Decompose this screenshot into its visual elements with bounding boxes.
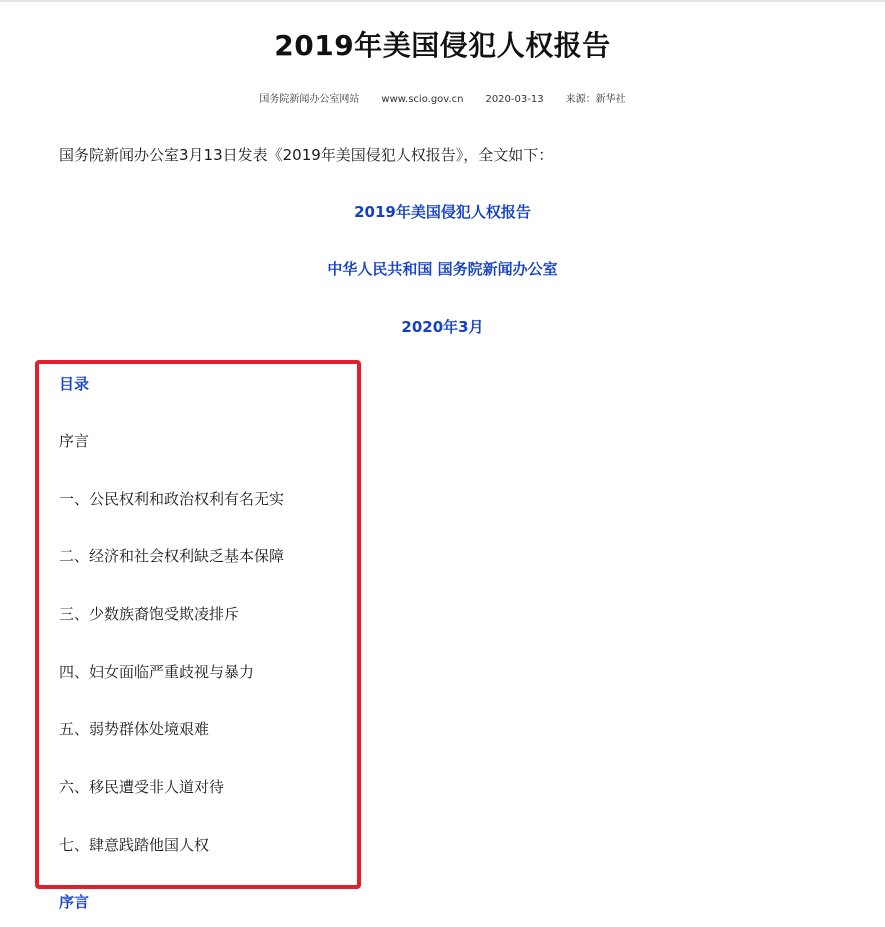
- article-meta: [0, 93, 885, 107]
- report-issuer: 中华人民共和国 国务院新闻办公室: [327, 260, 558, 278]
- toc-heading: 目录: [59, 375, 90, 393]
- top-border: [0, 0, 885, 2]
- toc-item-preface[interactable]: 序言: [59, 432, 90, 450]
- report-name: 2019年美国侵犯人权报告: [354, 203, 531, 221]
- preface-heading: 序言: [59, 893, 90, 911]
- meta-site: 国务院新闻办公室网站: [259, 94, 360, 105]
- intro-paragraph: 国务院新闻办公室3月13日发表《2019年美国侵犯人权报告》，全文如下：: [59, 146, 554, 164]
- meta-source: 来源：新华社: [565, 94, 626, 105]
- toc-item-1[interactable]: 一、公民权利和政治权利有名无实: [59, 490, 285, 508]
- meta-date: 2020-03-13: [485, 94, 544, 105]
- toc-item-7[interactable]: 七、肆意践踏他国人权: [59, 836, 210, 854]
- meta-site-url[interactable]: www.scio.gov.cn: [381, 94, 464, 105]
- toc-item-3[interactable]: 三、少数族裔饱受欺凌排斥: [59, 605, 240, 623]
- page-title: 2019年美国侵犯人权报告: [274, 29, 611, 62]
- report-date: 2020年3月: [401, 318, 484, 336]
- toc-item-5[interactable]: 五、弱势群体处境艰难: [59, 720, 210, 738]
- toc-item-2[interactable]: 二、经济和社会权利缺乏基本保障: [59, 547, 285, 565]
- toc-item-4[interactable]: 四、妇女面临严重歧视与暴力: [59, 663, 255, 681]
- toc-item-6[interactable]: 六、移民遭受非人道对待: [59, 778, 225, 796]
